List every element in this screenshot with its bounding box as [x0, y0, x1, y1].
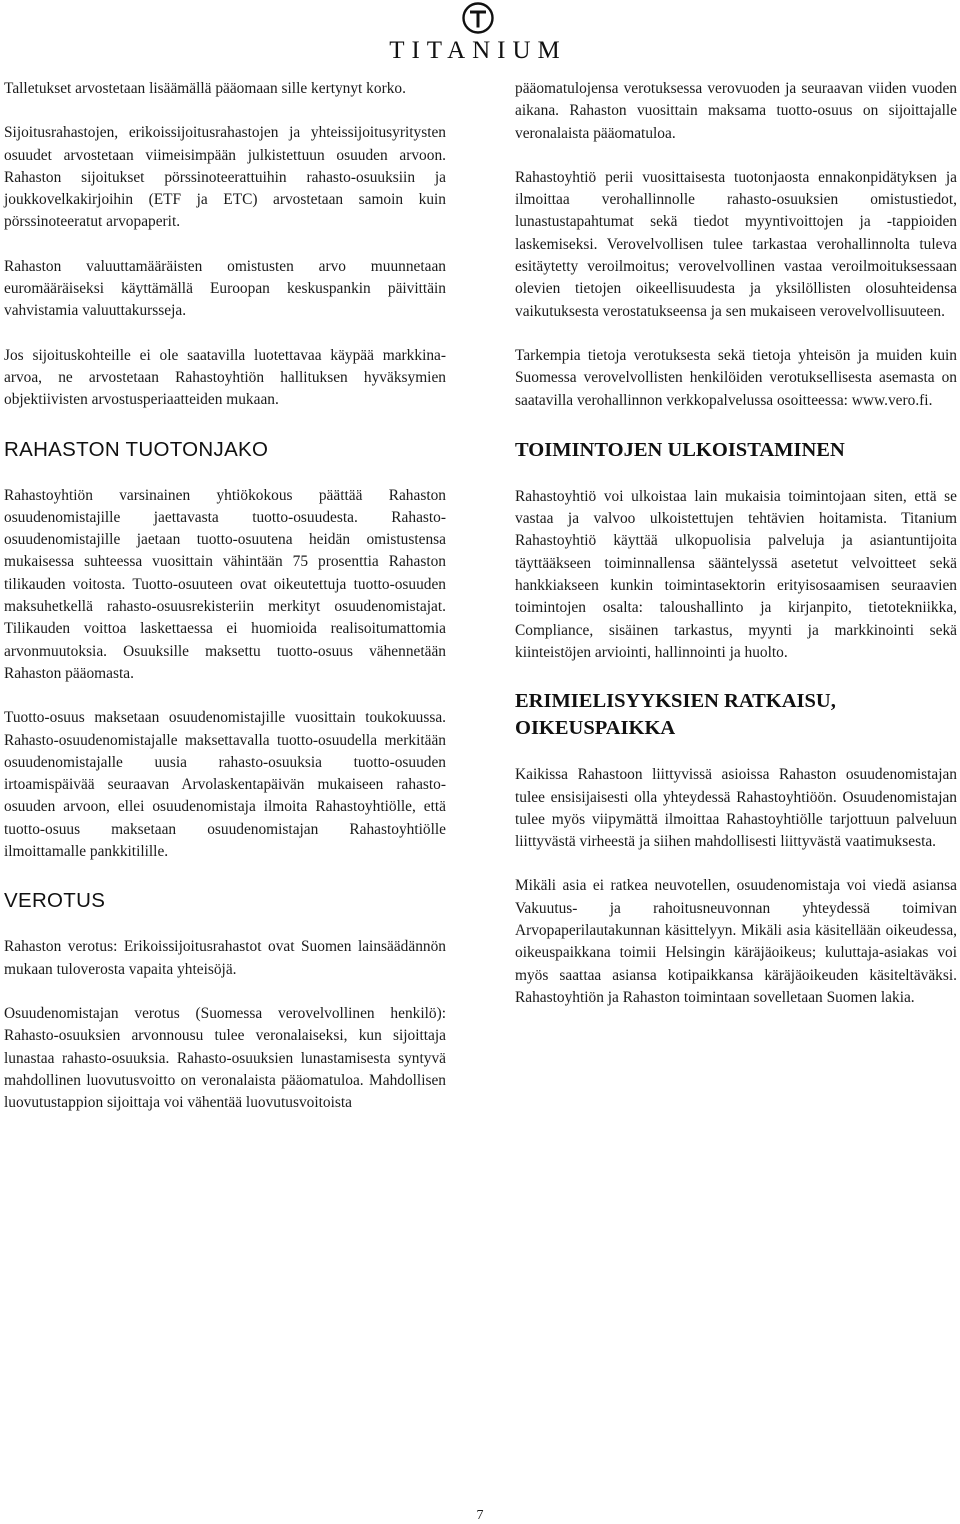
paragraph-outsourcing: Rahastoyhtiö voi ulkoistaa lain mukaisia toimintojaan siten, että se vastaa ja valvoo ulkoistettujen tehtävien hoitamista. Titanium Rahastoyhtiö käyttää ulkopuolisia palveluja ja asiantuntijoita täyttääkseen toiminnallensa sääntelyssä asetetut velvoitteet sekä hankkiakseen kunkin toimintasektorin erityisosaamisen seuraavien toimintojen osalta: taloushallinto ja kirjanpito, tietotekniikka, Compliance, sisäinen tarkastus, myynti ja markkinointi sekä kiinteistöjen arviointi, hallinnointi ja huolto. — [515, 487, 957, 661]
titanium-logo-icon — [462, 2, 494, 34]
paragraph-tax-info: Tarkempia tietoja verotuksesta sekä tietoja yhteisön ja muiden kuin Suomessa verovelvollisten henkilöiden verotuksellisesta asemasta on saatavilla verohallinnon verkkopalvelussa osoitteessa: www.vero.fi. — [515, 346, 957, 409]
page-number: 7 — [476, 1508, 484, 1523]
paragraph-deposits: Talletukset arvostetaan lisäämällä pääomaan sille kertynyt korko. — [4, 80, 406, 97]
paragraph-unitholder-taxation: Osuudenomistajan verotus (Suomessa verovelvollinen henkilö): Rahasto-osuuksien arvonnousu tulee veronalaiseksi, kun sijoittaja lunastaa rahasto-osuuksia. Rahasto-osuuksien lunastamisesta syntyvä mahdollinen luovutusvoitto on veronalaista pääomatuloa. Mahdollisen luovutustappion sijoittaja voi vähentää luovutusvoitoista — [4, 1004, 446, 1112]
paragraph-withholding-tax: Rahastoyhtiö perii vuosittaisesta tuotonjaosta ennakonpidätyksen ja ilmoittaa verohallinnolle rahasto-osuuksien omistustiedot, lunastustapahtumat sekä tiedot myyntivoittojen ja -tappioiden laskemiseksi. Verovelvollisen tulee tarkastaa verohallinnolta tuleva esitäytetty veroilmoitus; verovelvollinen vastaa veroilmoituksessaan olevien tietojen oikeellisuudesta ja yksilöllisten olosuhteidensa vaikutuksesta verostatukseensa ja sen mukaiseen verovelvollisuuteen. — [515, 168, 957, 320]
titanium-logo — [378, 2, 578, 66]
paragraph-capital-income: pääomatulojensa verotuksessa verovuoden ja seuraavan viiden vuoden aikana. Rahaston vuosittain maksama tuotto-osuus on sijoittajalle veronalaista pääomatuloa. — [515, 80, 957, 142]
heading-tuotonjako: RAHASTON TUOTONJAKO — [4, 437, 269, 461]
paragraph-profit-distribution: Rahastoyhtiön varsinainen yhtiökokous päättää Rahaston osuudenomistajille jaettavasta tuotto-osuudesta. Rahasto-osuudenomistajille jaetaan tuotto-osuutena heidän omistustensa mukaisessa suhteessa vuosittain vähintään 75 prosenttia Rahaston tilikauden voitosta. Tuotto-osuuteen ovat oikeutettuja tuotto-osuuden maksuhetkellä rahasto-osuusrekisteriin merkityt osuudenomistajat. Tilikauden voittoa laskettaessa ei huomioida realisoitumattomia arvonmuutoksia. Osuuksille maksettu tuotto-osuus vähennetään Rahaston pääomasta. — [4, 486, 446, 682]
paragraph-fund-units-valuation: Sijoitusrahastojen, erikoissijoitusrahastojen ja yhteissijoitusyritysten osuudet arvostetaan viimeisimpään julkistettuun osuuden arvoon. Rahaston sijoitukset pörssinoteerattuihin rahasto-osuuksiin ja joukkovelkakirjoihin (ETF ja ETC) arvostetaan samoin kuin pörssinoteeratut arvopaperit. — [4, 124, 446, 231]
paragraph-disputes: Kaikissa Rahastoon liittyvissä asioissa Rahaston osuudenomistajan tulee ensisijaisesti olla yhteydessä Rahastoyhtiöön. Osuudenomistajan tulee myös viipymättä ilmoittaa Rahastoyhtiölle tarjottuun palveluun liittyvästä virheestä ja siihen mahdollisesti liittyvästä vaatimuksesta. — [515, 766, 957, 851]
paragraph-currency-valuation: Rahaston valuuttamääräisten omistusten arvo muunnetaan euromääräiseksi käyttämällä Euroopan keskuspankin päivittäin vahvistamia valuuttakursseja. — [4, 257, 446, 320]
heading-verotus: VEROTUS — [4, 889, 106, 913]
logo-wordmark: TITANIUM — [389, 37, 567, 64]
heading-ulkoistaminen: TOIMINTOJEN ULKOISTAMINEN — [515, 438, 845, 461]
paragraph-fund-taxation: Rahaston verotus: Erikoissijoitusrahastot ovat Suomen lainsäädännön mukaan tuloverosta vapaita yhteisöjä. — [4, 938, 446, 978]
paragraph-distribution-payment: Tuotto-osuus maksetaan osuudenomistajille vuosittain toukokuussa. Rahasto-osuudenomistajalle maksettavalla tuotto-osuudella merkitään osuudenomistajalle uusia rahasto-osuuksia tuotto-osuuden irtoamispäivää seuraavan Arvolaskentapäivän mukaiseen rahasto-osuuden arvoon, ellei osuudenomistaja ilmoita Rahastoyhtiölle, että tuotto-osuus maksetaan osuudenomistajan Rahastoyhtiölle ilmoittamalle pankkitilille. — [4, 709, 446, 861]
heading-erimielisyys: ERIMIELISYYKSIEN RATKAISU, OIKEUSPAIKKA — [515, 690, 836, 740]
paragraph-fair-value: Jos sijoituskohteille ei ole saatavilla luotettavaa käypää markkina-arvoa, ne arvostetaan Rahastoyhtiön hallituksen hyväksymien objektiivisten arvostusperiaatteiden mukaan. — [4, 346, 446, 409]
paragraph-jurisdiction: Mikäli asia ei ratkea neuvotellen, osuudenomistaja voi viedä asiansa Vakuutus- ja rahoitusneuvonnan yhteydessä toimivan Arvopaperilautakunnan käsittelyyn. Mikäli asia käsitellään oikeudessa, oikeuspaikkana toimii Helsingin käräjäoikeus; kuluttaja-asiakas voi myös saattaa asiansa kotipaikkansa käräjäoikeuden käsiteltäväksi. Rahastoyhtiön ja Rahaston toimintaan sovelletaan Suomen lakia. — [515, 877, 957, 1006]
right-column — [515, 78, 957, 1009]
left-column — [4, 78, 446, 1114]
